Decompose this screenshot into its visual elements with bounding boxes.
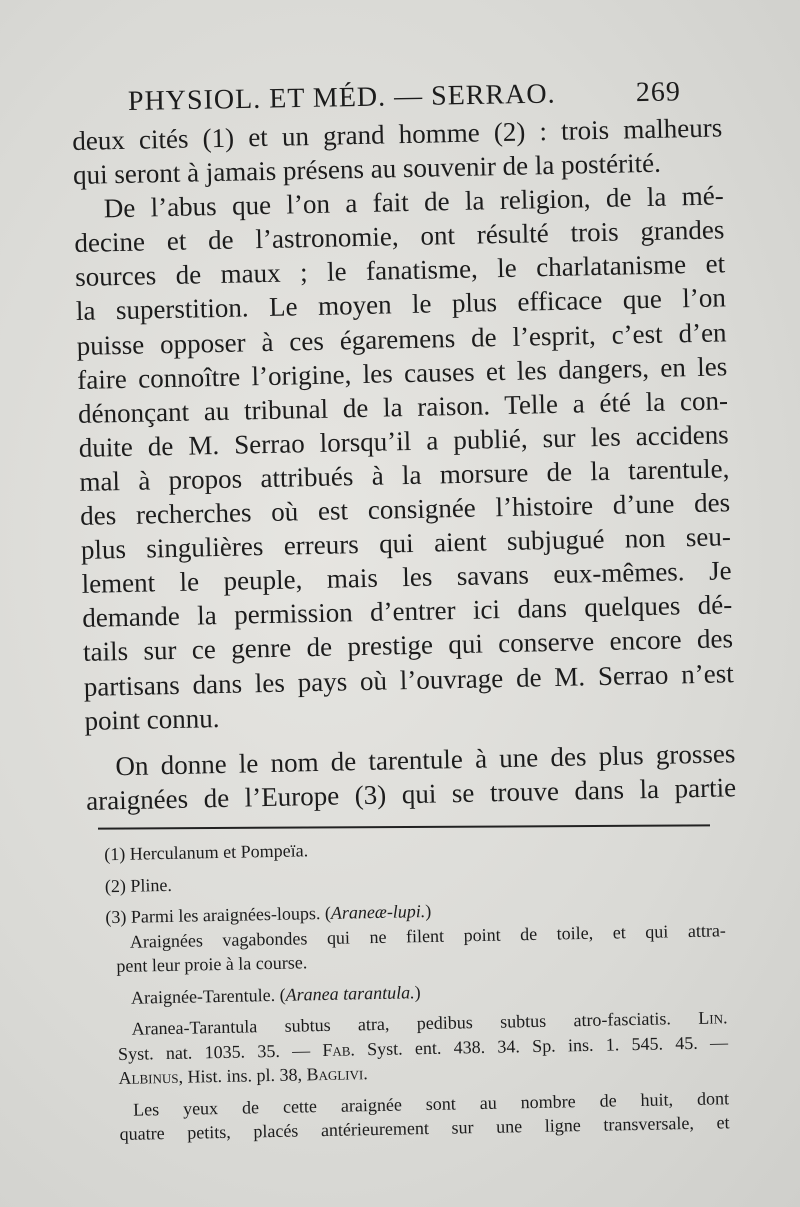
running-title: PHYSIOL. ET MÉD. — SERRAO. — [127, 78, 556, 117]
text-line: qui seront à jamais présens au souvenir de la postérité. — [72, 147, 662, 191]
text-line: On donne le nom de tarentule à une des plus grosses — [115, 737, 736, 781]
footnotes — [104, 830, 730, 1146]
text-line: lement le peuple, mais les savans eux-mêmes. Je — [81, 555, 732, 600]
footnote-line: Les yeux de cette araignée sont au nombre de huit, dont — [132, 1087, 730, 1120]
text-line: plus singulières erreurs qui aient subjugué non seu- — [80, 521, 732, 566]
footnote-line: pent leur proie à la course. — [116, 952, 308, 976]
footnote-1: (1) Herculanum et Pompeïa. — [104, 840, 309, 865]
text-line: tails sur ce genre de prestige qui conserve encore des — [82, 623, 734, 668]
author-abbrev: Lin. — [698, 1007, 728, 1028]
text-line: mal à propos attribués à la morsure de la tarentule, — [79, 453, 730, 497]
footnote-line: Albinus, Hist. ins. pl. 38, Baglivi. — [118, 1063, 368, 1088]
text-line: sources de maux ; le fanatisme, le charlatanisme et — [74, 248, 726, 293]
text-line: partisans dans les pays où l’ouvrage de M. Serrao n’est — [83, 657, 734, 702]
footnote-line: Araignée-Tarentule. (Aranea tarantula.) — [130, 981, 421, 1008]
footnote-line: quatre petits, placés antérieurement sur une ligne transversale, et — [119, 1112, 730, 1144]
text-line: dénonçant au tribunal de la raison. Telle a été la con- — [77, 385, 729, 429]
footnote-2: (2) Pline. — [104, 874, 173, 896]
text-line: demande la permission d’entrer ici dans quelques dé- — [82, 589, 733, 634]
text-line: faire connoître l’origine, les causes et les dangers, en les — [77, 350, 728, 395]
text-line: De l’abus que l’on a fait de la religion, de la mé- — [103, 180, 724, 224]
author-name: Baglivi. — [306, 1063, 368, 1085]
italic-name: Aranea tarantula. — [285, 981, 415, 1005]
text-line: puisse opposer à ces égaremens de l’esprit, c’est d’en — [76, 316, 727, 361]
italic-name: Araneæ-lupi. — [330, 901, 426, 923]
text-line: deux cités (1) et un grand homme (2) : trois malheurs — [72, 112, 723, 156]
text-line: des recherches où est consignée l’histoire d’une des — [79, 487, 731, 531]
text-line: decine et de l’astronomie, ont résulté trois grandes — [74, 214, 725, 259]
text-line: duite de M. Serrao lorsqu’il a publié, sur les accidens — [78, 419, 729, 463]
footnote-line: Araignées vagabondes qui ne filent point de toile, et qui attra- — [129, 919, 726, 952]
author-abbrev: Fab. — [322, 1038, 356, 1060]
footnote-line: Syst. nat. 1035. 35. — Fab. Syst. ent. 438. 34. Sp. ins. 1. 545. 45. — — [117, 1031, 729, 1064]
running-header — [128, 76, 688, 118]
footnote-rule — [98, 824, 710, 829]
footnote-3: (3) Parmi les araignées-loups. (Araneæ-lupi.) — [105, 900, 432, 928]
main-text — [72, 110, 736, 817]
footnote-line: Aranea-Tarantula subtus atra, pedibus subtus atro-fasciatis. Lin. — [131, 1007, 728, 1039]
text-line: araignées de l’Europe (3) qui se trouve dans la partie — [85, 772, 737, 816]
text-line: point connu. — [84, 702, 220, 736]
page-number: 269 — [635, 76, 682, 109]
author-name: Albinus — [118, 1066, 179, 1088]
text-line: la superstition. Le moyen le plus efficace que l’on — [75, 282, 727, 327]
